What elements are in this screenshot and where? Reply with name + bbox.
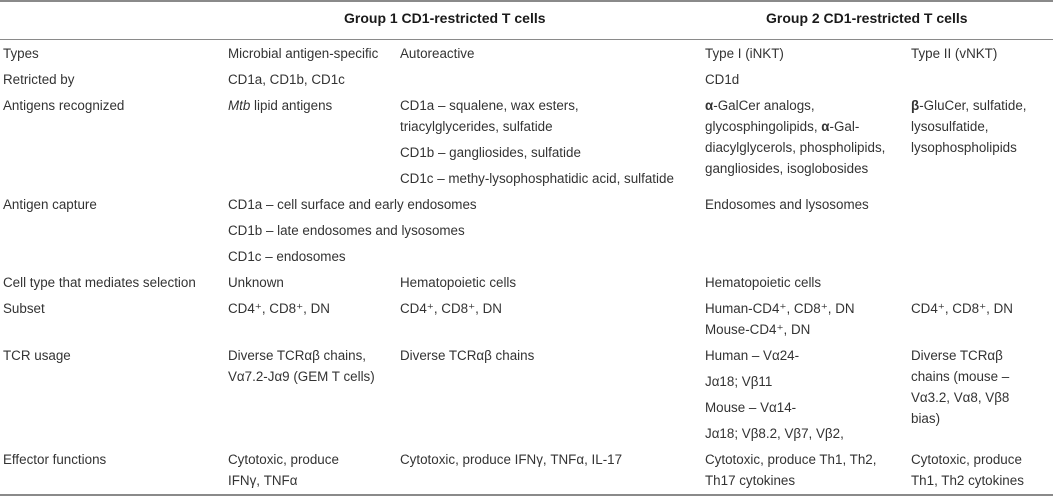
row-label-subset: Subset	[3, 301, 45, 316]
antigens-type1-line: gangliosides, isoglobosides	[705, 161, 869, 176]
tcr-type2-line: bias)	[911, 411, 941, 426]
effector-type2-line: Cytotoxic, produce	[911, 452, 1022, 467]
capture-group1-line: CD1c – endosomes	[228, 249, 346, 264]
row-label-selection: Cell type that mediates selection	[3, 275, 196, 290]
effector-microbial-line: IFNγ, TNFα	[228, 473, 298, 488]
capture-group2: Endosomes and lysosomes	[705, 197, 869, 212]
effector-auto: Cytotoxic, produce IFNγ, TNFα, IL-17	[400, 452, 623, 467]
restricted-group1: CD1a, CD1b, CD1c	[228, 72, 345, 87]
types-type2: Type II (vNKT)	[911, 46, 998, 61]
effector-type1-line: Th17 cytokines	[705, 473, 796, 488]
antigens-microbial-text: lipid antigens	[250, 98, 333, 113]
tcr-type1-line: Mouse – Vα14-	[705, 400, 797, 415]
restricted-group2: CD1d	[705, 72, 740, 87]
tcr-auto: Diverse TCRαβ chains	[400, 348, 535, 363]
antigens-type1-line: α-GalCer analogs,	[705, 98, 815, 113]
capture-group1-line: CD1b – late endosomes and lysosomes	[228, 223, 465, 238]
row-label-capture: Antigen capture	[3, 197, 97, 212]
tcr-type2-line: Vα3.2, Vα8, Vβ8	[911, 390, 1010, 405]
antigens-auto-line: triacylglycerides, sulfatide	[400, 119, 553, 134]
tcr-type2-line: Diverse TCRαβ	[911, 348, 1003, 363]
antigens-type1-line: diacylglycerols, phospholipids,	[705, 140, 886, 155]
tcr-type1-line: Human – Vα24-	[705, 348, 800, 363]
subset-auto: CD4⁺, CD8⁺, DN	[400, 301, 502, 316]
antigens-auto-line: CD1b – gangliosides, sulfatide	[400, 145, 581, 160]
row-label-antigens: Antigens recognized	[3, 98, 125, 113]
header-group1: Group 1 CD1-restricted T cells	[344, 10, 546, 26]
antigens-auto-line: CD1c – methy-lysophosphatidic acid, sulfatide	[400, 171, 674, 186]
tcr-type2-line: chains (mouse –	[911, 369, 1010, 384]
capture-group1-line: CD1a – cell surface and early endosomes	[228, 197, 477, 212]
effector-type1-line: Cytotoxic, produce Th1, Th2,	[705, 452, 877, 467]
header-group2: Group 2 CD1-restricted T cells	[766, 10, 968, 26]
antigens-type2-line: lysophospholipids	[911, 140, 1017, 155]
row-label-tcr: TCR usage	[3, 348, 71, 363]
subset-type1-line: Mouse-CD4⁺, DN	[705, 322, 811, 337]
row-label-types: Types	[3, 46, 39, 61]
greek-letter: β	[911, 98, 920, 113]
tcr-type1-line: Jα18; Vβ8.2, Vβ7, Vβ2,	[705, 426, 844, 441]
types-microbial: Microbial antigen-specific	[228, 46, 379, 61]
selection-group2: Hematopoietic cells	[705, 275, 822, 290]
table-top-rule	[0, 0, 1053, 2]
tcr-type1-line: Jα18; Vβ11	[705, 374, 773, 389]
subset-type2: CD4⁺, CD8⁺, DN	[911, 301, 1013, 316]
greek-letter: α	[821, 119, 830, 134]
effector-type2-line: Th1, Th2 cytokines	[911, 473, 1024, 488]
header-rule	[0, 39, 1053, 40]
antigens-type2-line: lysosulfatide,	[911, 119, 989, 134]
types-type1: Type I (iNKT)	[705, 46, 784, 61]
selection-auto: Hematopoietic cells	[400, 275, 517, 290]
subset-type1-line: Human-CD4⁺, CD8⁺, DN	[705, 301, 855, 316]
antigens-microbial-italic: Mtb	[228, 98, 251, 113]
antigens-type1-line: glycosphingolipids, α-Gal-	[705, 119, 860, 134]
row-label-effector: Effector functions	[3, 452, 107, 467]
greek-letter: α	[705, 98, 714, 113]
types-autoreactive: Autoreactive	[400, 46, 475, 61]
row-label-restricted: Retricted by	[3, 72, 75, 87]
tcr-microbial-line: Vα7.2-Jα9 (GEM T cells)	[228, 369, 375, 384]
effector-microbial-line: Cytotoxic, produce	[228, 452, 339, 467]
tcr-microbial-line: Diverse TCRαβ chains,	[228, 348, 366, 363]
antigens-type2-line: β-GluCer, sulfatide,	[911, 98, 1027, 113]
antigens-auto-line: CD1a – squalene, wax esters,	[400, 98, 579, 113]
subset-microbial: CD4⁺, CD8⁺, DN	[228, 301, 330, 316]
selection-microbial: Unknown	[228, 275, 284, 290]
antigens-microbial	[228, 95, 332, 117]
